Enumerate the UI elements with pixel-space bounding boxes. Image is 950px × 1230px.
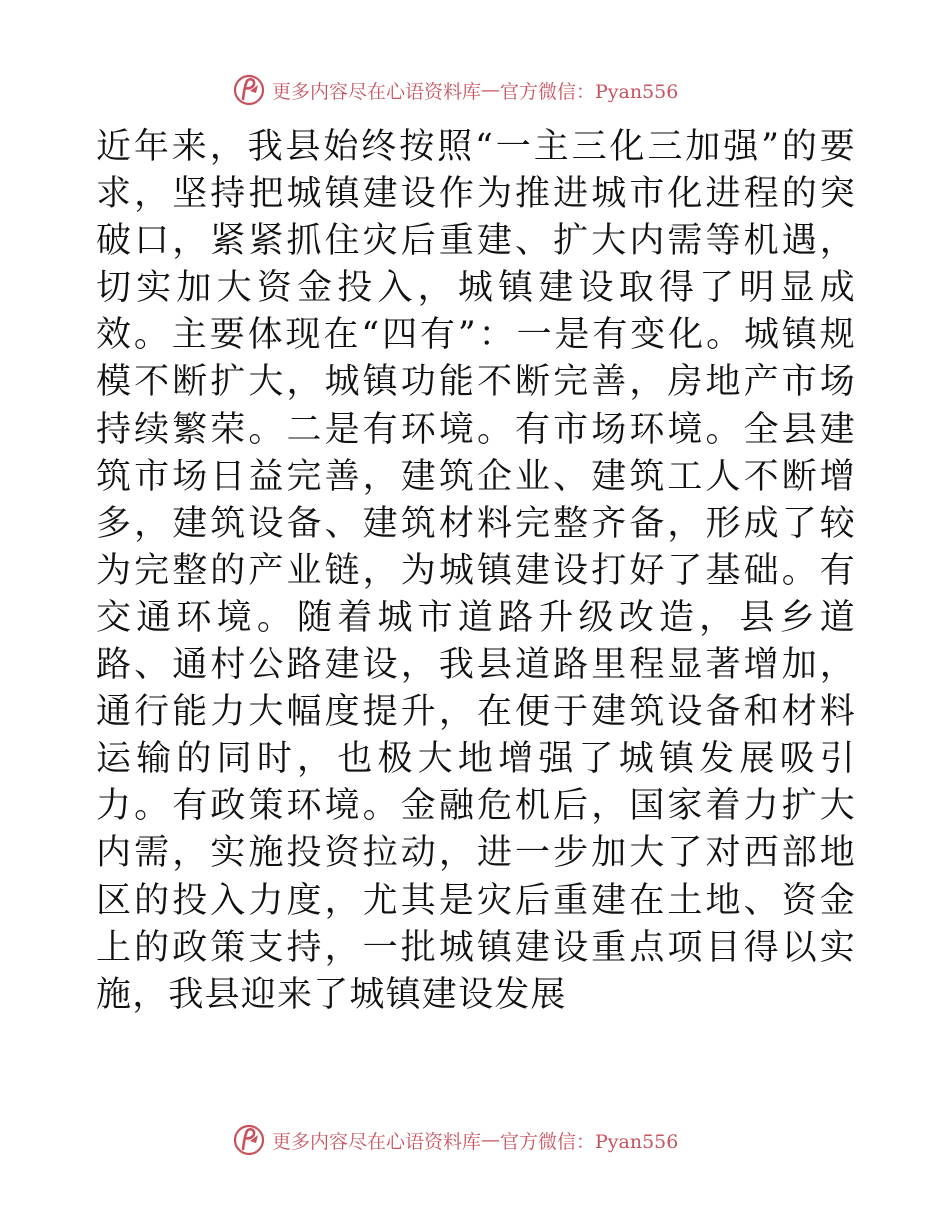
banner-slogan: 更多内容尽在心语资料库 <box>272 80 482 103</box>
cursive-p-logo-icon <box>232 73 266 107</box>
cursive-p-logo-icon <box>232 1123 266 1157</box>
banner-dash: — <box>481 1129 501 1151</box>
footer-banner <box>232 1122 678 1158</box>
banner-dash: — <box>481 79 501 101</box>
banner-slogan: 更多内容尽在心语资料库 <box>272 1130 482 1153</box>
header-banner <box>232 72 678 108</box>
body-paragraph: 近年来，我县始终按照“一主三化三加强”的要求，坚持把城镇建设作为推进城市化进程的突破口，紧紧抓住灾后重建、扩大内需等机遇，切实加大资金投入，城镇建设取得了明显成效。主要体现在“四有”：一是有变化。城镇规模不断扩大，城镇功能不断完善，房地产市场持续繁荣。二是有环境。有市场环境。全县建筑市场日益完善，建筑企业、建筑工人不断增多，建筑设备、建筑材料完整齐备，形成了较为完整的产业链，为城镇建设打好了基础。有交通环境。随着城市道路升级改造，县乡道路、通村公路建设，我县道路里程显著增加，通行能力大幅度提升，在便于建筑设备和材料运输的同时，也极大地增强了城镇发展吸引力。有政策环境。金融危机后，国家着力扩大内需，实施投资拉动，进一步加大了对西部地区的投入力度，尤其是灾后重建在土地、资金上的政策支持，一批城镇建设重点项目得以实施，我县迎来了城镇建设发展 <box>96 127 856 1015</box>
banner-wechat: 官方微信：Pyan556 <box>500 1130 679 1153</box>
banner-wechat: 官方微信：Pyan556 <box>500 80 679 103</box>
